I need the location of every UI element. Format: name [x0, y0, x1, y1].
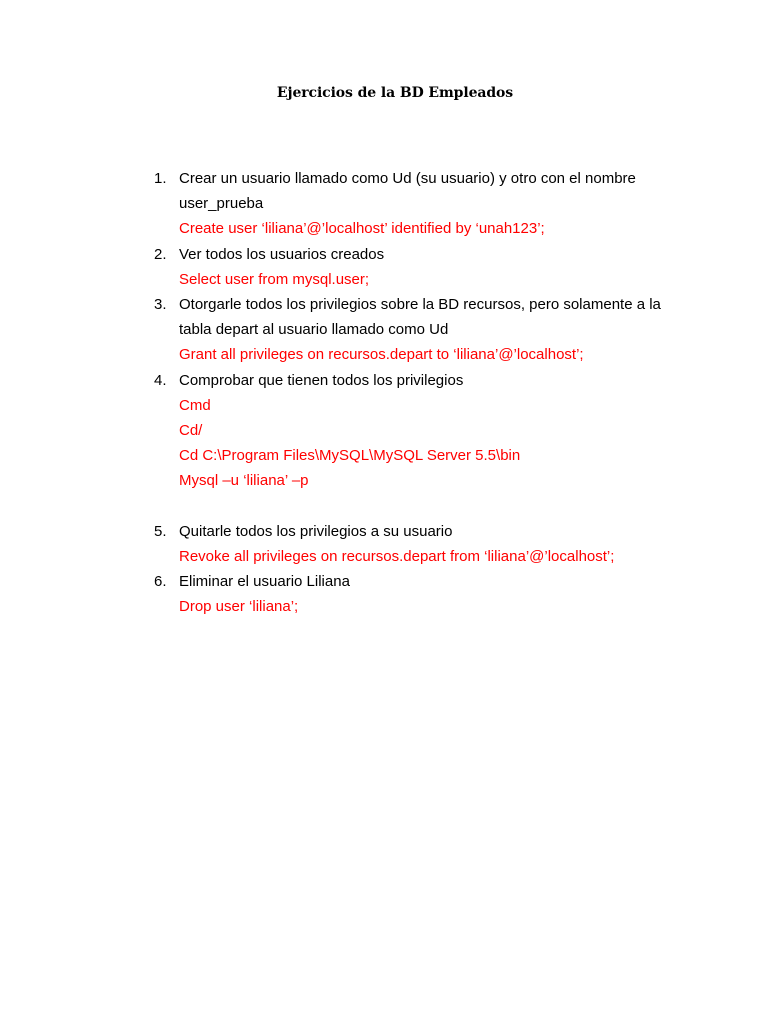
- exercise-answer: Mysql –u ‘liliana’ –p: [179, 472, 309, 490]
- blank-line: [179, 494, 674, 519]
- exercise-number: 2.: [154, 245, 167, 263]
- exercise-answer: Cmd: [179, 396, 211, 414]
- exercise-number: 1.: [154, 170, 167, 187]
- exercise-question: Comprobar que tienen todos los privilegios: [179, 371, 464, 389]
- exercise-question: Otorgarle todos los privilegios sobre la BD recursos, pero solamente a la tabla depart al usuario llamado como Ud: [179, 296, 661, 339]
- exercise-item-4: [154, 368, 674, 519]
- exercise-list: [154, 166, 674, 620]
- exercise-question: Ver todos los usuarios creados: [179, 245, 385, 263]
- exercise-item-2: [154, 242, 674, 292]
- exercise-question: Eliminar el usuario Liliana: [179, 573, 350, 591]
- exercise-item-1: [154, 166, 674, 242]
- exercise-answer: Grant all privileges on recursos.depart to ‘liliana’@’localhost’;: [179, 346, 584, 364]
- exercise-answer: Cd C:\Program Files\MySQL\MySQL Server 5.5\bin: [179, 447, 521, 465]
- exercise-number: 6.: [154, 573, 167, 591]
- exercise-answer: Select user from mysql.user;: [179, 270, 370, 288]
- exercise-item-5: [154, 519, 674, 569]
- exercise-question: Quitarle todos los privilegios a su usuario: [179, 522, 453, 540]
- exercise-item-3: [154, 292, 674, 368]
- exercise-answer: Revoke all privileges on recursos.depart from ‘liliana’@’localhost’;: [179, 548, 615, 566]
- exercise-number: 3.: [154, 296, 167, 314]
- exercise-item-6: [154, 569, 674, 619]
- document-title: Ejercicios de la BD Empleados: [276, 85, 514, 101]
- exercise-question: Crear un usuario llamado como Ud (su usuario) y otro con el nombre user_prueba: [179, 170, 636, 213]
- exercise-answer: Drop user ‘liliana’;: [179, 598, 299, 616]
- exercise-number: 4.: [154, 371, 167, 389]
- exercise-answer: Cd/: [179, 422, 203, 440]
- exercise-answer: Create user ‘liliana’@’localhost’ identified by ‘unah123’;: [179, 220, 545, 238]
- exercise-number: 5.: [154, 522, 167, 540]
